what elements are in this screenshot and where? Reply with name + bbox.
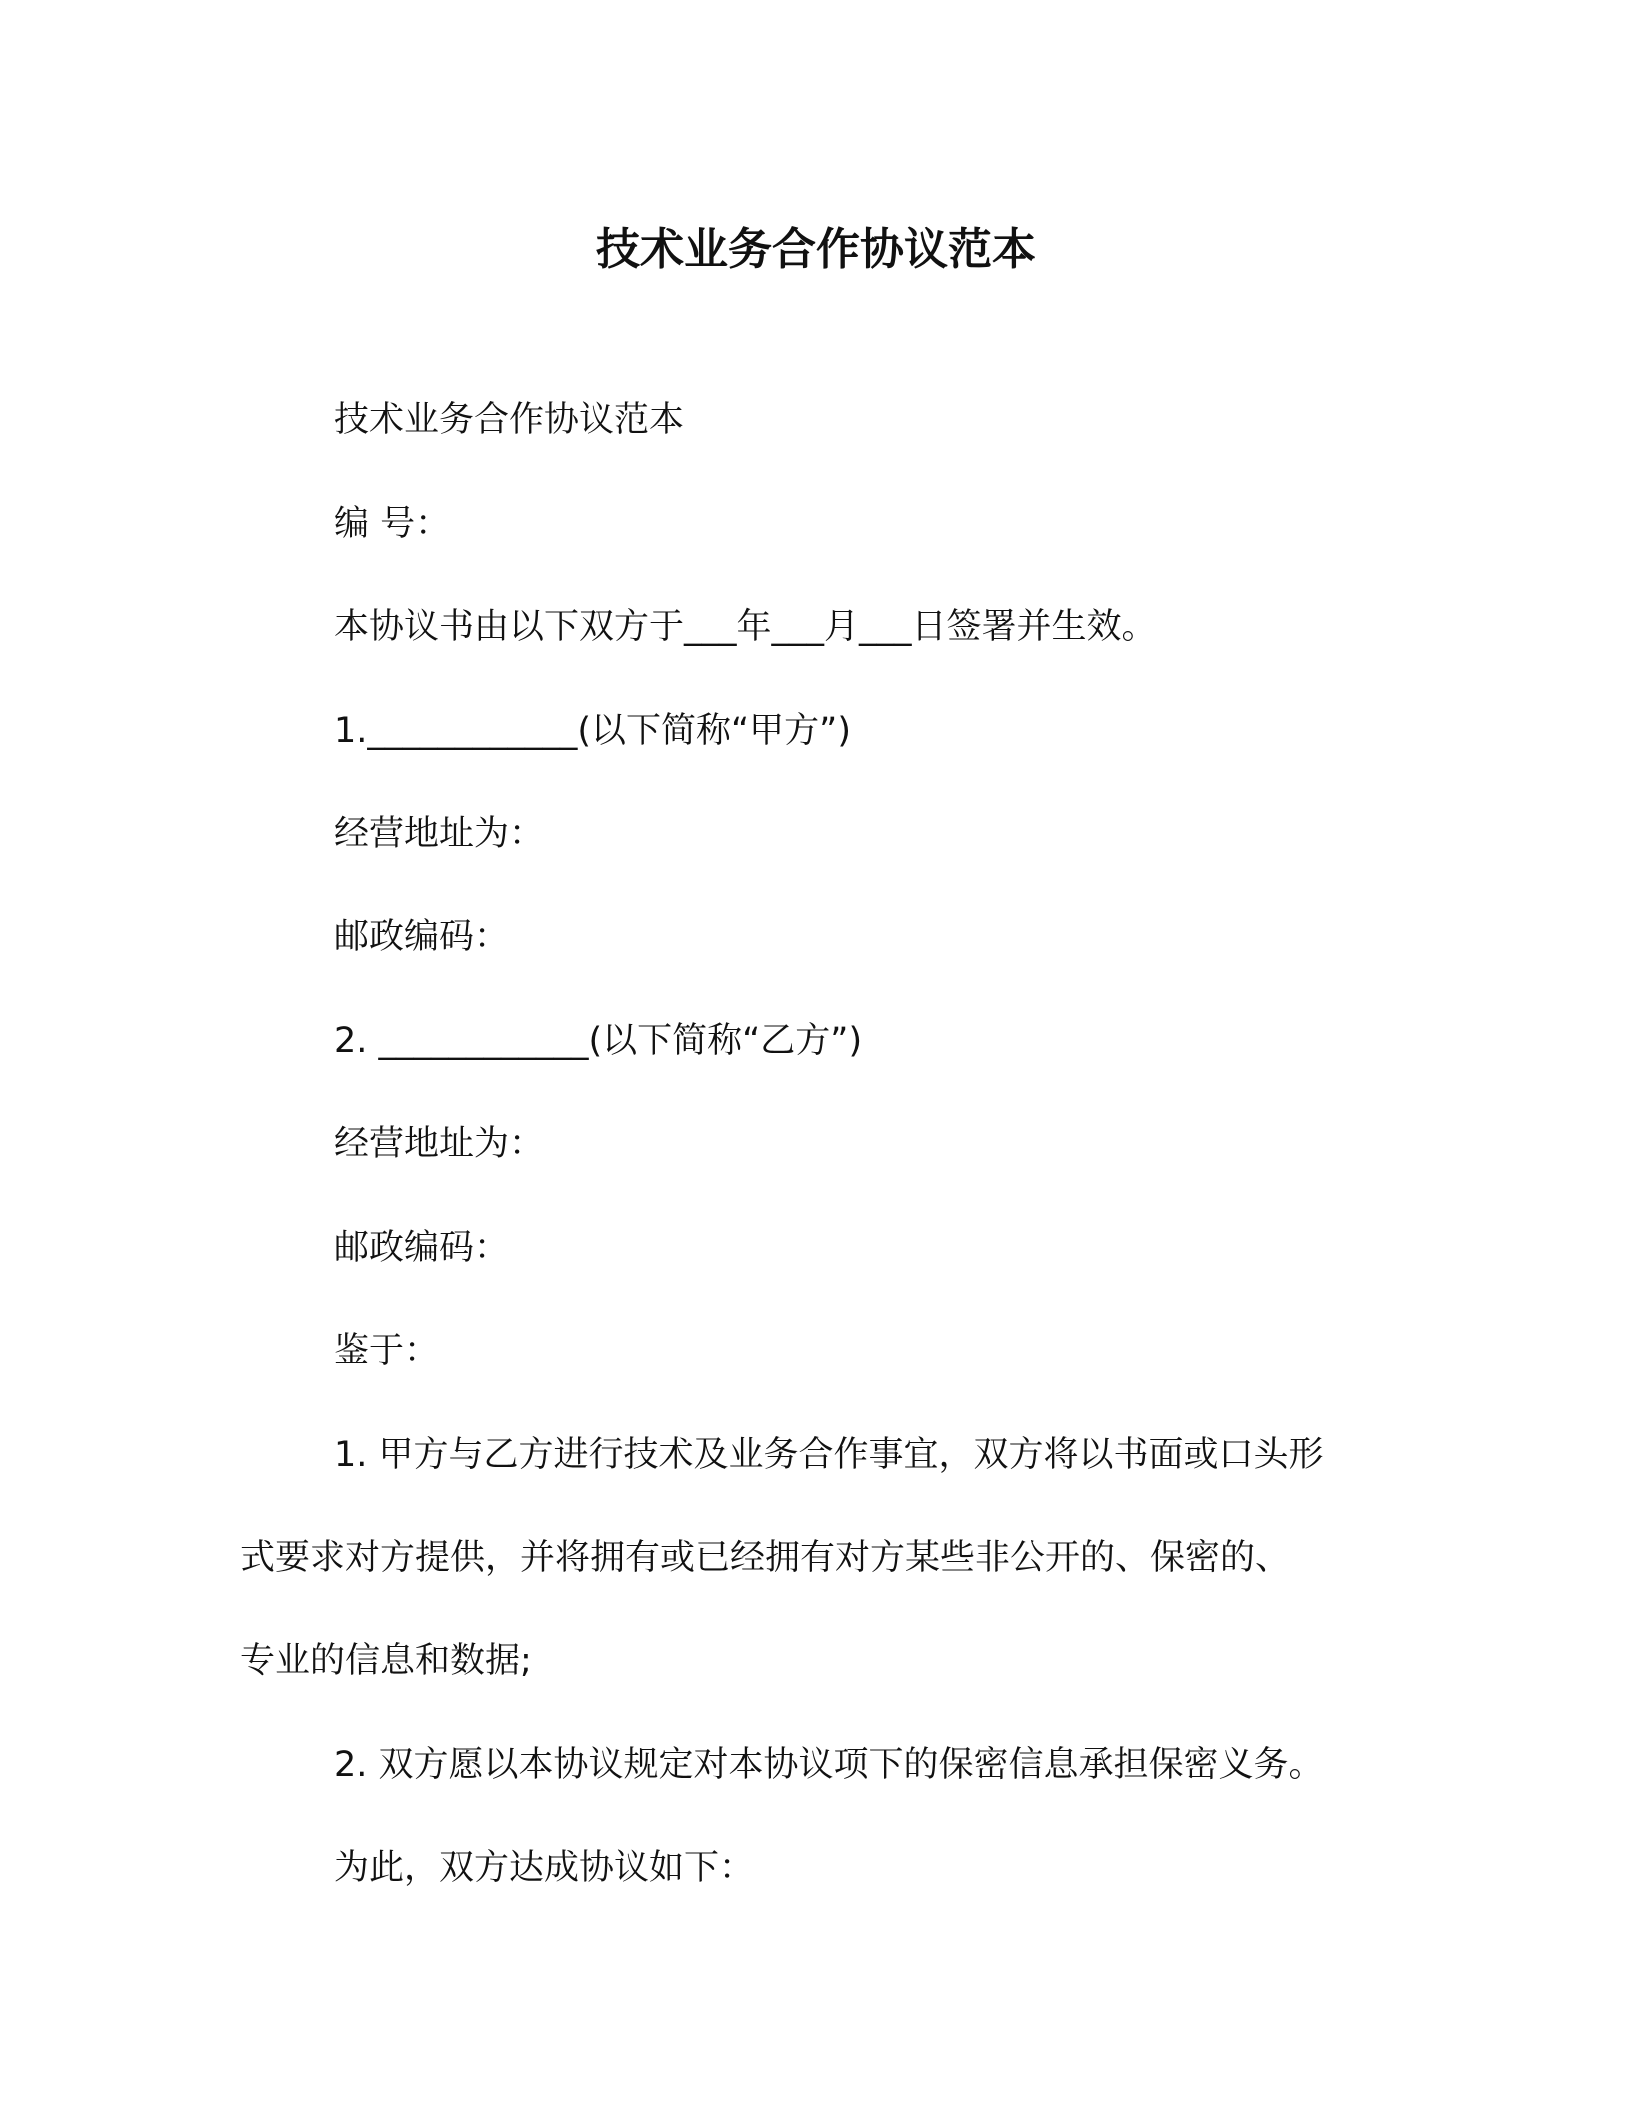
closing-line: 为此，双方达成协议如下： (334, 1848, 755, 1888)
party-a-address-line: 经营地址为： (334, 814, 545, 854)
party-b-address-line: 经营地址为： (334, 1124, 545, 1164)
subtitle-line: 技术业务合作协议范本 (334, 400, 685, 440)
recital-1-paragraph (240, 1433, 1380, 1683)
whereas-heading: 鉴于： (334, 1331, 440, 1371)
party-b-line: 2. ____________(以下简称“乙方”) (334, 1021, 863, 1061)
serial-number-line: 编 号： (334, 504, 451, 544)
document-title: 技术业务合作协议范本 (596, 224, 1036, 275)
signing-date-line: 本协议书由以下双方于___年___月___日签署并生效。 (334, 607, 1157, 647)
recital-1-line-2: 式要求对方提供，并将拥有或已经拥有对方某些非公开的、保密的、 (240, 1538, 1291, 1578)
recital-2-paragraph: 2. 双方愿以本协议规定对本协议项下的保密信息承担保密义务。 (334, 1745, 1324, 1785)
party-a-postcode-line: 邮政编码： (334, 917, 510, 957)
recital-1-line-3: 专业的信息和数据; (240, 1641, 532, 1681)
party-b-postcode-line: 邮政编码： (334, 1228, 510, 1268)
party-a-line: 1.____________(以下简称“甲方”) (334, 711, 851, 751)
recital-1-line-1: 1. 甲方与乙方进行技术及业务合作事宜，双方将以书面或口头形 (334, 1435, 1324, 1475)
